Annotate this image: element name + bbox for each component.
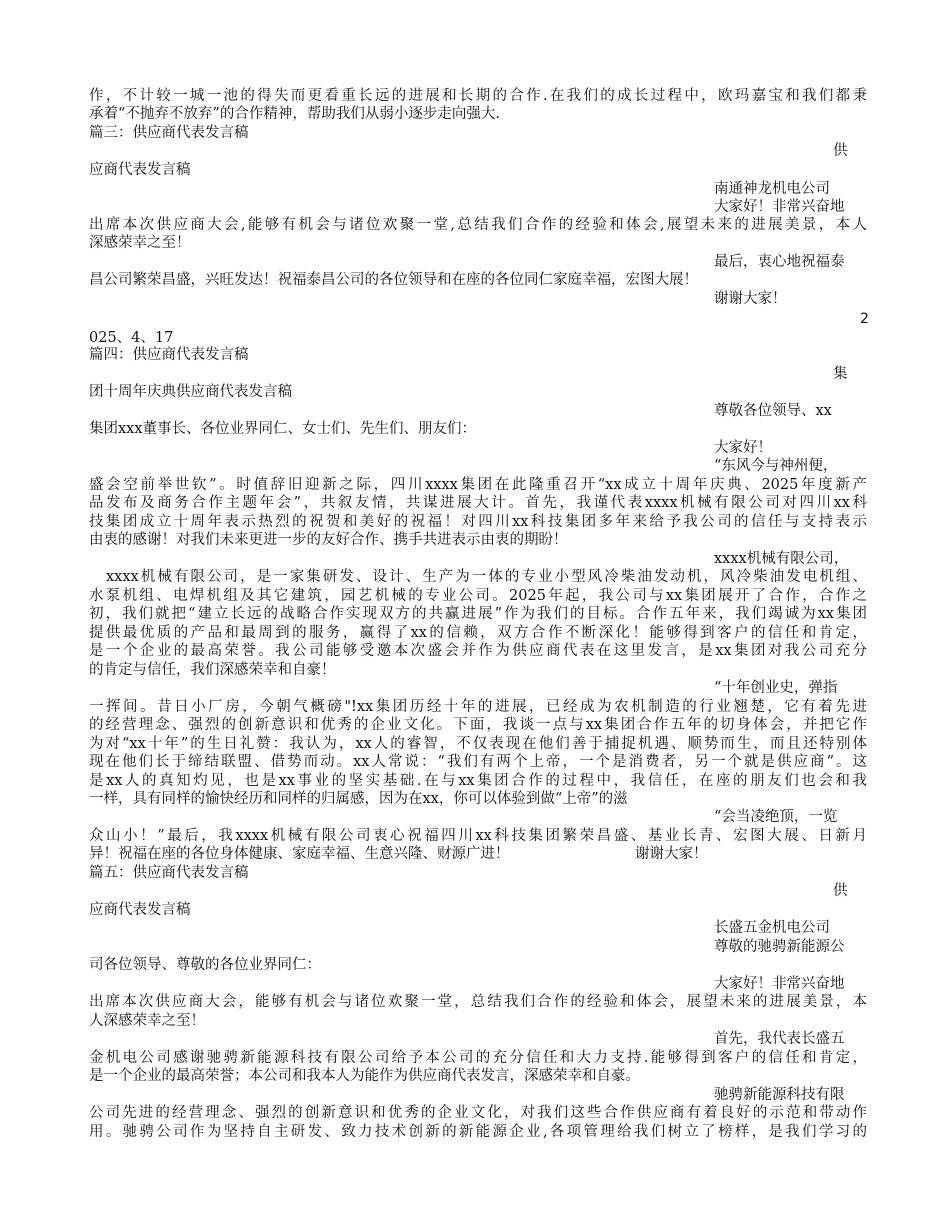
body-line: 大家好！	[714, 440, 772, 456]
body-line: 众山小！”最后，我xxxx机械有限公司衷心祝福四川xx科技集团繁荣昌盛、基业长青、宏图大展、日新月	[89, 828, 867, 844]
body-line: 出席本次供应商大会，能够有机会与诸位欢聚一堂，总结我们合作的经验和体会，展望未来的进展美景，本	[89, 994, 867, 1010]
body-line: 作，不计较一城一池的得失而更看重长远的进展和长期的合作.在我们的成长过程中，欧玛嘉宝和我们都秉	[89, 88, 867, 104]
body-line: “十年创业史，弹指	[714, 680, 838, 696]
body-line: 是一个企业的最高荣誉。我公司能够受邀本次盛会并作为供应商代表在这里发言，是xx集团对我公司充分	[89, 643, 867, 659]
body-line: 出席本次供应商大会,能够有机会与诸位欢聚一堂,总结我们合作的经验和体会,展望未来的进展美景，本人	[89, 217, 867, 233]
body-line: 品发布及商务合作主题年会”，共叙友情，共谋进展大计。首先，我谨代表xxxx机械有限公司对四川xx科	[89, 495, 867, 511]
closing-thanks: 谢谢大家！	[714, 291, 787, 307]
body-line: 大家好！非常兴奋地	[714, 199, 845, 215]
body-line: xxxx机械有限公司，是一家集研发、设计、生产为一体的专业小型风冷柴油发动机，风冷柴油发电机组、	[106, 569, 867, 585]
body-line: 金机电公司感谢驰骋新能源科技有限公司给予本公司的充分信任和大力支持.能够得到客户的信任和肯定，	[89, 1050, 867, 1066]
body-line: 是一个企业的最高荣誉；本公司和我本人为能作为供应商代表发言，深感荣幸和自豪。	[89, 1068, 640, 1084]
body-line: 昌公司繁荣昌盛，兴旺发达！祝福泰昌公司的各位领导和在座的各位同仁家庭幸福，宏图大展！	[89, 272, 698, 288]
body-line: 驰骋新能源科技有限	[714, 1087, 845, 1103]
date-line: 025、4、17	[89, 330, 174, 346]
body-line: 盛会空前举世钦”。时值辞旧迎新之际，四川xxxx集团在此隆重召开“xx成立十周年庆典、2025年度新产	[89, 477, 867, 493]
body-line: 由衷的感谢！对我们未来更进一步的友好合作、携手共进表示由衷的期盼！	[89, 532, 568, 548]
section-heading: 篇五：供应商代表发言稿	[89, 865, 249, 881]
body-line: 初，我们就把“建立长远的战略合作实现双方的共赢进展”作为我们的目标。合作五年来，我们竭诚为xx集团	[89, 606, 867, 622]
body-line: 人深感荣幸之至！	[89, 1013, 205, 1029]
section-heading: 篇四：供应商代表发言稿	[89, 347, 249, 363]
body-line: xxxx机械有限公司，	[714, 551, 849, 567]
body-line: 的经营理念、强烈的创新意识和优秀的企业文化。下面，我谈一点与xx集团合作五年的切身体会，并把它作	[89, 717, 867, 733]
body-line: “会当凌绝顶，一览	[714, 809, 838, 825]
section-heading: 篇三：供应商代表发言稿	[89, 125, 249, 141]
body-line: 是xx人的真知灼见，也是xx事业的坚实基础.在与xx集团合作的过程中，我信任，在座的朋友们也会和我	[89, 773, 867, 789]
body-line: 的肯定与信任，我们深感荣幸和自豪！	[89, 662, 336, 678]
body-line: 最后，衷心地祝福泰	[714, 254, 845, 270]
body-line: 公司先进的经营理念、强烈的创新意识和优秀的企业文化，对我们这些合作供应商有着良好的示范和带动作	[89, 1105, 867, 1121]
body-line: 异！祝福在座的各位身体健康、家庭幸福、生意兴隆、财源广进！	[89, 846, 510, 862]
body-line: 现在他们长于缔结联盟、借势而动。xx人常说：“我们有两个上帝，一个是消费者，另一个就是供应商”。这	[89, 754, 867, 770]
body-line: 为对“xx十年”的生日礼赞：我认为，xx人的睿智，不仅表现在他们善于捕捉机遇、顺势而生，而且还特别体	[89, 736, 867, 752]
body-line: 深感荣幸之至！	[89, 235, 191, 251]
closing-thanks: 谢谢大家！	[635, 846, 708, 862]
body-line: 司各位领导、尊敬的各位业界同仁：	[89, 957, 321, 973]
title-fragment: 供	[833, 143, 848, 159]
body-line: 承着“不抛弃不放弃”的合作精神，帮助我们从弱小逐步走向强大.	[89, 106, 500, 122]
company-name: 长盛五金机电公司	[714, 920, 830, 936]
title-fragment: 供	[833, 883, 848, 899]
body-line: 应商代表发言稿	[89, 162, 191, 178]
body-line: 技集团成立十周年表示热烈的祝贺和美好的祝福！对四川xx科技集团多年来给予我公司的信任与支持表示	[89, 514, 867, 530]
body-line: 尊敬各位领导、xx	[714, 403, 832, 419]
body-line: 一挥间。昔日小厂房，今朝气概磅"!xx集团历经十年的进展，已经成为农机制造的行业翘楚，它有着先进	[89, 699, 867, 715]
body-line: 一样，具有同样的愉快经历和同样的归属感，因为在xx，你可以体验到做“上帝”的滋	[89, 791, 628, 807]
body-line: 首先，我代表长盛五	[714, 1031, 845, 1047]
body-line: 大家好！非常兴奋地	[714, 976, 845, 992]
body-line: “东风今与神州便，	[714, 458, 838, 474]
company-name: 南通神龙机电公司	[714, 181, 830, 197]
body-line: 水泵机组、电焊机组及其它建筑，园艺机械的专业公司。2025年起，我公司与xx集团展开了合作，合作之	[89, 588, 867, 604]
body-line: 团十周年庆典供应商代表发言稿	[89, 384, 292, 400]
body-line: 集团xxx董事长、各位业界同仁、女士们、先生们、朋友们：	[89, 421, 477, 437]
title-fragment: 集	[833, 366, 848, 382]
body-line: 提供最优质的产品和最周到的服务，赢得了xx的信赖，双方合作不断深化！能够得到客户的信任和肯定，	[89, 625, 867, 641]
body-line: 应商代表发言稿	[89, 902, 191, 918]
page-fragment: 2	[860, 311, 869, 327]
body-line: 尊敬的驰骋新能源公	[714, 939, 845, 955]
body-line: 用。驰骋公司作为坚持自主研发、致力技术创新的新能源企业,各项管理给我们树立了榜样，是我们学习的	[89, 1124, 867, 1140]
